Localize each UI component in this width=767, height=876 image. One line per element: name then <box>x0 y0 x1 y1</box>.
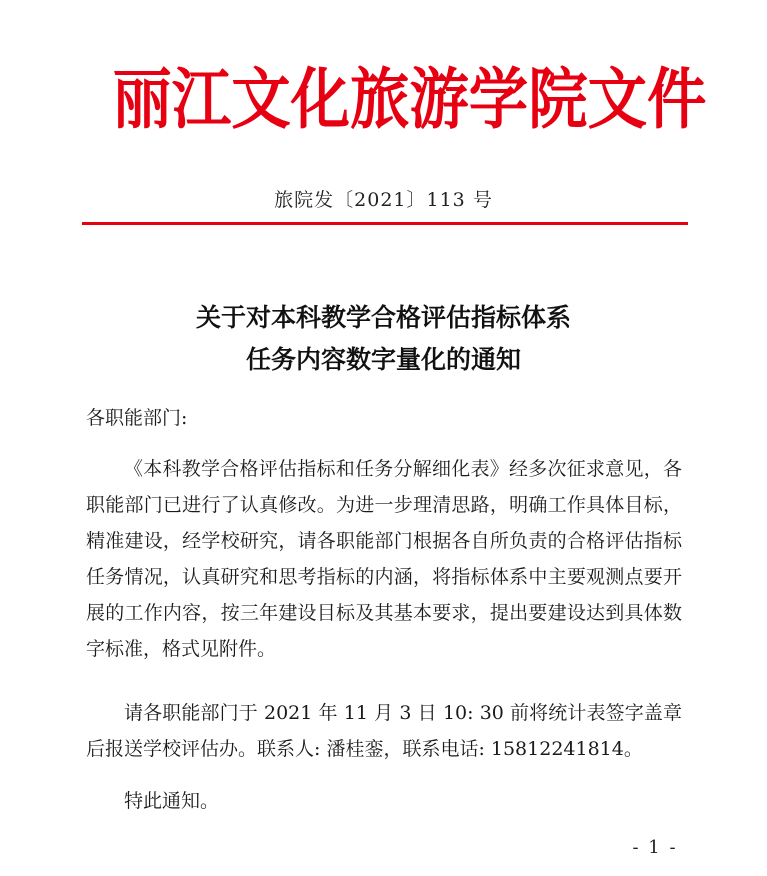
notice-title-line-1: 关于对本科教学合格评估指标体系 <box>195 303 571 332</box>
body-paragraph-2: 请各职能部门于 2021 年 11 月 3 日 10: 30 前将统计表签字盖章后报送学校评估办。联系人: 潘桂銮，联系电话: 15812241814。 <box>86 702 682 760</box>
salutation: 各职能部门: <box>86 407 188 429</box>
closing-line: 特此通知。 <box>124 790 220 812</box>
notice-title-line-2: 任务内容数字量化的通知 <box>245 345 521 374</box>
masthead-title: 丽江文化旅游学院文件 <box>112 61 707 138</box>
document-number: 旅院发〔2021〕113 号 <box>274 189 493 211</box>
red-divider-line <box>82 222 688 225</box>
body-paragraph-1: 《本科教学合格评估指标和任务分解细化表》经多次征求意见，各职能部门已进行了认真修改。为进一步理清思路，明确工作具体目标，精准建设，经学校研究，请各职能部门根据各自所负责的合格评估指标任务情况，认真研究和思考指标的内涵，将指标体系中主要观测点要开展的工作内容，按三年建设目标及其基本要求，提出要建设达到具体数字标准，格式见附件。 <box>86 458 682 660</box>
page-number: - 1 - <box>632 837 678 858</box>
